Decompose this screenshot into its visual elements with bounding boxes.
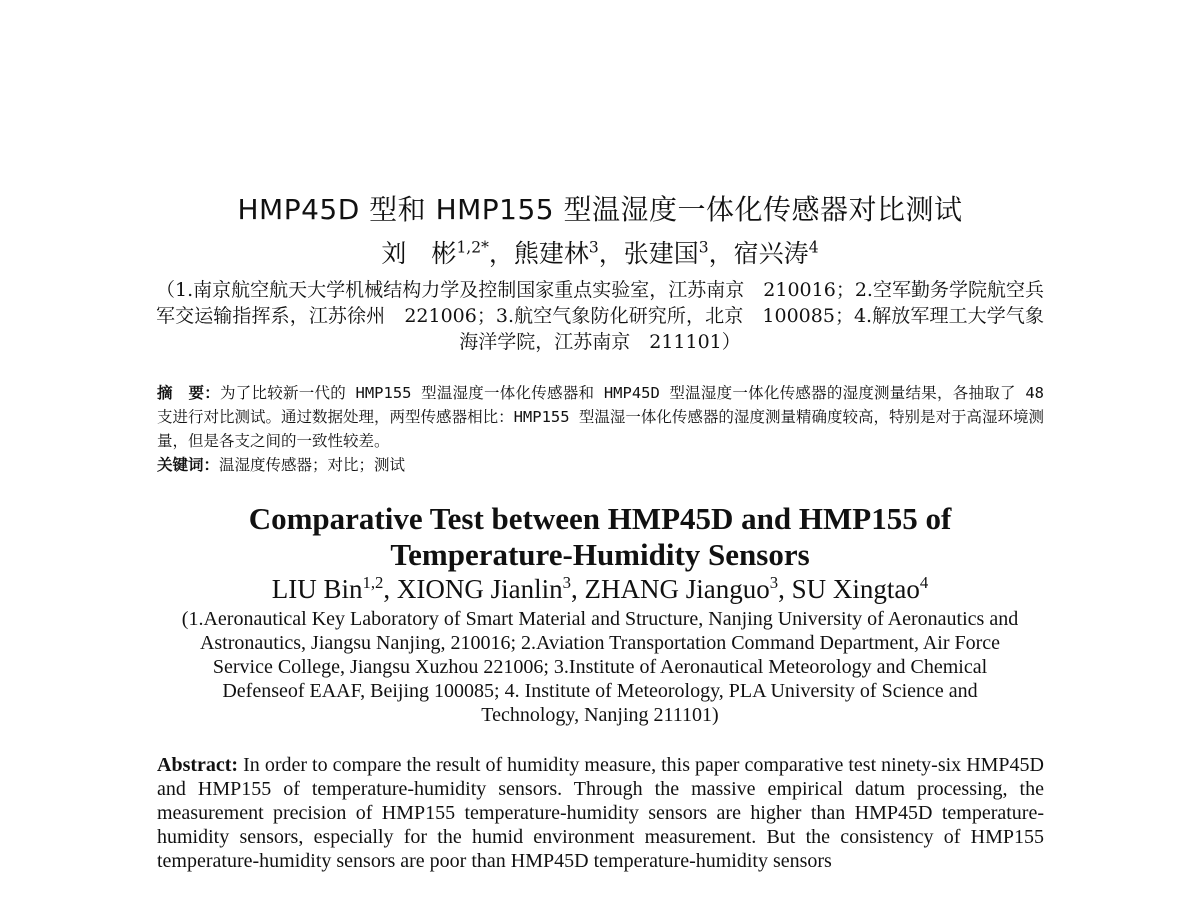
chinese-author-1: 刘 彬$^{1,2*}$ [381, 238, 489, 268]
chinese-author-3: 张建国$^3$ [623, 238, 709, 268]
chinese-author-4: 宿兴涛$^4$ [733, 238, 819, 268]
english-author-1-affil: 1,2 [362, 573, 384, 592]
english-affiliations-line-1: (1.Aeronautical Key Laboratory of Smart Material and Structure, Nanjing University of Aeronautics and [181, 608, 1019, 630]
chinese-abstract-text: 为了比较新一代的 HMP155 型温湿度一体化传感器和 HMP45D 型温湿度一体化传感器的湿度测量结果，各抽取了 48 支进行对比测试。通过数据处理，两型传感器相比：HMP155 型温湿一体化传感器的湿度测量精确度较高，特别是对于高湿环境测量，但是各支之间的一致性较差。 [157, 384, 1044, 450]
english-title [100, 501, 1100, 573]
english-affiliations-line-3: Service College, Jiangsu Xuzhou 221006; 3.Institute of Aeronautical Meteorology and Chemical [212, 656, 988, 678]
english-affiliations-line-4: Defenseof EAAF, Beijing 100085; 4. Institute of Meteorology, PLA University of Science and [222, 680, 978, 702]
chinese-abstract [157, 381, 1044, 453]
chinese-affiliations: （1.南京航空航天大学机械结构力学及控制国家重点实验室，江苏南京 210016；2.空军勤务学院航空兵军交运输指挥系，江苏徐州 221006；3.航空气象防化研究所，北京 100085；4.解放军理工大学气象海洋学院，江苏南京 211101） [156, 279, 1044, 353]
english-affiliations-line-2: Astronautics, Jiangsu Nanjing, 210016; 2.Aviation Transportation Command Department, Air Force [199, 632, 1001, 654]
chinese-title: HMP45D 型和 HMP155 型温湿度一体化传感器对比测试 [237, 193, 963, 226]
english-affiliations-line-5: Technology, Nanjing 211101) [481, 704, 719, 726]
chinese-keywords [157, 453, 1044, 477]
english-author-4: SU Xingtao$^4$ [791, 573, 929, 604]
english-abstract-label: Abstract: [157, 754, 239, 776]
english-title-line-1: Comparative Test between HMP45D and HMP155 of [248, 501, 952, 536]
chinese-author-2-affil: 3 [588, 238, 599, 257]
chinese-keywords-label: 关键词： [157, 456, 220, 474]
english-author-2-affil: 3 [562, 573, 572, 592]
english-author-1: LIU Bin$^{1,2}$ [271, 573, 384, 604]
english-abstract [157, 753, 1044, 873]
english-abstract-text: In order to compare the result of humidity measure, this paper comparative test ninety-six HMP45D and HMP155 of temperature-humidity sensors. Through the massive empirical datum processing, the measurement precision of HMP155 temperature-humidity sensors are higher than HMP45D temperature-humidity sensors, especially for the humid environment measurement. But the consistency of HMP155 temperature-humidity sensors are poor than HMP45D temperature-humidity sensors [157, 754, 1044, 872]
english-title-line-2: Temperature-Humidity Sensors [390, 537, 810, 572]
chinese-authors: 刘 彬$^{1,2*}$，熊建林$^3$，张建国$^3$，宿兴涛$^4$ [381, 238, 819, 268]
chinese-author-2: 熊建林$^3$ [513, 238, 599, 268]
english-author-3-affil: 3 [769, 573, 779, 592]
english-authors: LIU Bin$^{1,2}$, XIONG Jianlin$^3$, ZHANG Jianguo$^3$, SU Xingtao$^4$ [271, 573, 929, 604]
chinese-author-4-affil: 4 [808, 238, 819, 257]
english-author-2: XIONG Jianlin$^3$ [396, 573, 572, 604]
chinese-abstract-label: 摘 要： [157, 384, 220, 402]
english-author-3: ZHANG Jianguo$^3$ [584, 573, 779, 604]
english-author-4-affil: 4 [919, 573, 929, 592]
chinese-author-1-affil: 1,2* [456, 238, 489, 257]
chinese-author-3-affil: 3 [698, 238, 709, 257]
english-affiliations [155, 607, 1045, 727]
chinese-keywords-text: 温湿度传感器；对比；测试 [219, 456, 406, 474]
